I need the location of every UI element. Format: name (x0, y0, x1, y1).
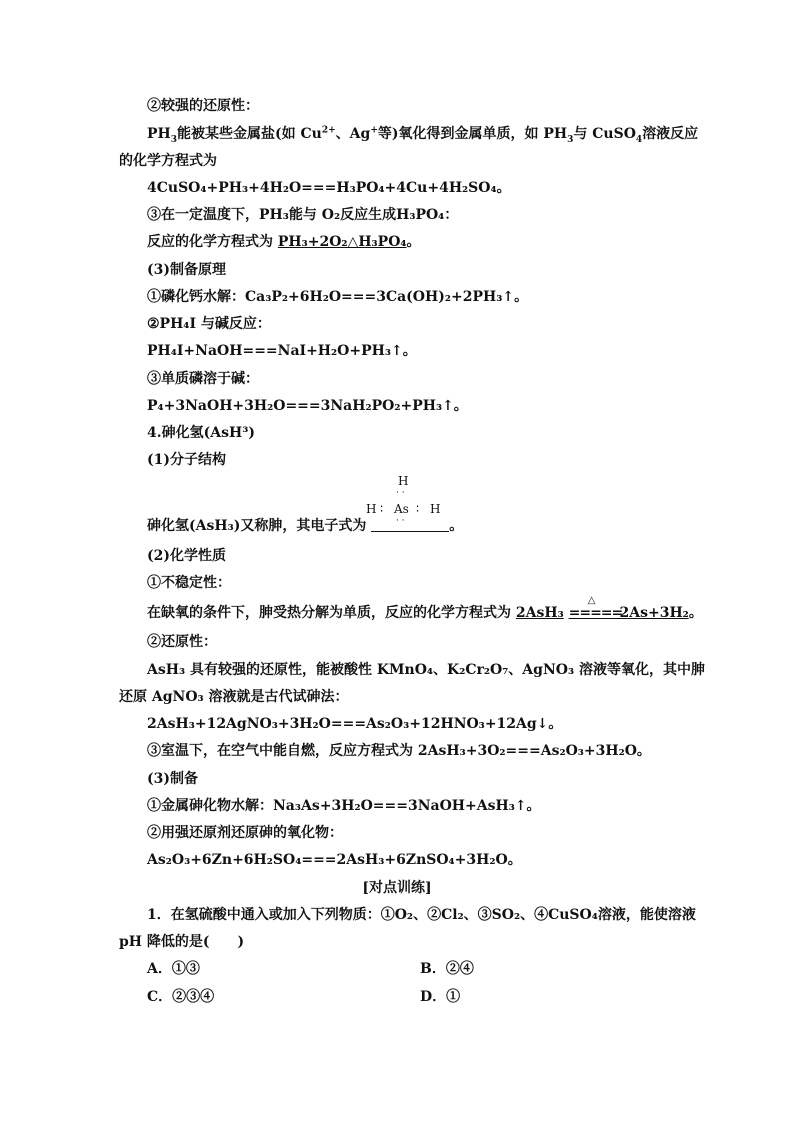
ph3-oxidized-line2: 的化学方程式为 (119, 153, 217, 169)
lewis-h-left: H (366, 502, 377, 516)
answer-blank (371, 517, 449, 532)
option-b[interactable]: B．②④ (420, 961, 474, 977)
ph3-oxidized-line1: $PH_3$能被某些金属盐(如 $Cu^{2+}$、Ag+等)氧化得到金属单质，如 $PH_3$与 CuSO$_4$溶液反应 (147, 125, 699, 145)
reducing-equation: 2AsH₃+12AgNO₃+3H₂O===As₂O₃+12HNO₃+12Ag↓。 (147, 716, 563, 732)
unstable-rhs: 2As+3H₂ (619, 605, 689, 621)
structure-text-line: 砷化氢(AsH₃)又称胂，其电子式为 。 (147, 518, 464, 534)
unstable-title: ①不稳定性： (147, 575, 231, 591)
heat-triangle: △ (587, 595, 596, 606)
prep-item-2-equation: PH₄I+NaOH===NaI+H₂O+PH₃↑。 (147, 343, 417, 359)
reducing-title: ②还原性： (147, 634, 217, 650)
prep2-item-2-equation: As₂O₃+6Zn+6H₂SO₄===2AsH₃+6ZnSO₄+3H₂O。 (147, 852, 522, 868)
prep-item-3-title: ③单质磷溶于碱： (147, 371, 259, 387)
section-reducing-title: ②较强的还原性： (147, 98, 259, 114)
prep2-item-1: ①金属砷化物水解：Na₃As+3H₂O===3NaOH+AsH₃↑。 (147, 798, 541, 814)
lewis-colon-left: ∶ (380, 502, 384, 516)
option-c[interactable]: C．②③④ (147, 989, 215, 1005)
section-structure-title: (1)分子结构 (147, 452, 226, 468)
option-a[interactable]: A．①③ (147, 961, 200, 977)
equation-cuso4: 4CuSO₄+PH₃+4H₂O===H₃PO₄+4Cu+4H₂SO₄。 (147, 180, 511, 196)
training-title: [对点训练] (362, 880, 432, 896)
reducing-line1: AsH₃ 具有较强的还原性，能被酸性 KMnO₄、K₂Cr₂O₇、AgNO₃ 溶液等氧化，其中胂 (147, 662, 705, 678)
lewis-dots-bottom: · · (396, 516, 405, 526)
section-ash3-title: 4.砷化氢(AsH³) (147, 425, 255, 441)
lewis-h-top: H (398, 474, 409, 488)
prep2-item-2-title: ②用强还原剂还原砷的氧化物： (147, 825, 343, 841)
section-prep-title: (3)制备原理 (147, 262, 226, 278)
equation-o2-line: 反应的化学方程式为 PH₃+2O₂△H₃PO₄。 (147, 234, 421, 250)
prep-item-1: ①磷化钙水解：Ca₃P₂+6H₂O===3Ca(OH)₂+2PH₃↑。 (147, 289, 529, 305)
lewis-as: As (394, 502, 409, 516)
question-1-line1: 1．在氢硫酸中通入或加入下列物质：①O₂、②Cl₂、③SO₂、④CuSO₄溶液，能使溶液 (147, 907, 696, 923)
prep-item-3-equation: P₄+3NaOH+3H₂O===3NaH₂PO₂+PH₃↑。 (147, 398, 468, 414)
section-o2-title: ③在一定温度下，PH₃能与 O₂反应生成H₃PO₄： (147, 207, 459, 223)
lewis-h-right: H (430, 502, 441, 516)
equation-o2-answer: PH₃+2O₂△H₃PO₄ (277, 234, 407, 250)
heat-condition: △ ===== (569, 603, 615, 623)
option-d[interactable]: D．① (420, 989, 461, 1005)
lewis-dots-top: · · (396, 488, 405, 498)
prep-item-2-title: ②PH₄I 与碱反应： (147, 316, 271, 332)
section-prep2-title: (3)制备 (147, 771, 198, 787)
section-chem-title: (2)化学性质 (147, 548, 226, 564)
unstable-line: 在缺氧的条件下，胂受热分解为单质，反应的化学方程式为 2AsH₃ △ ===== 2As+3H₂。 (147, 603, 703, 623)
reducing-line2: 还原 AgNO₃ 溶液就是古代试砷法： (119, 689, 349, 705)
lewis-colon-right: ∶ (416, 502, 420, 516)
question-1-line2: pH 降低的是( ) (119, 934, 245, 950)
unstable-lhs: 2AsH₃ (515, 605, 564, 621)
combustion-line: ③室温下，在空气中能自燃，反应方程式为 2AsH₃+3O₂===As₂O₃+3H₂O。 (147, 743, 651, 759)
